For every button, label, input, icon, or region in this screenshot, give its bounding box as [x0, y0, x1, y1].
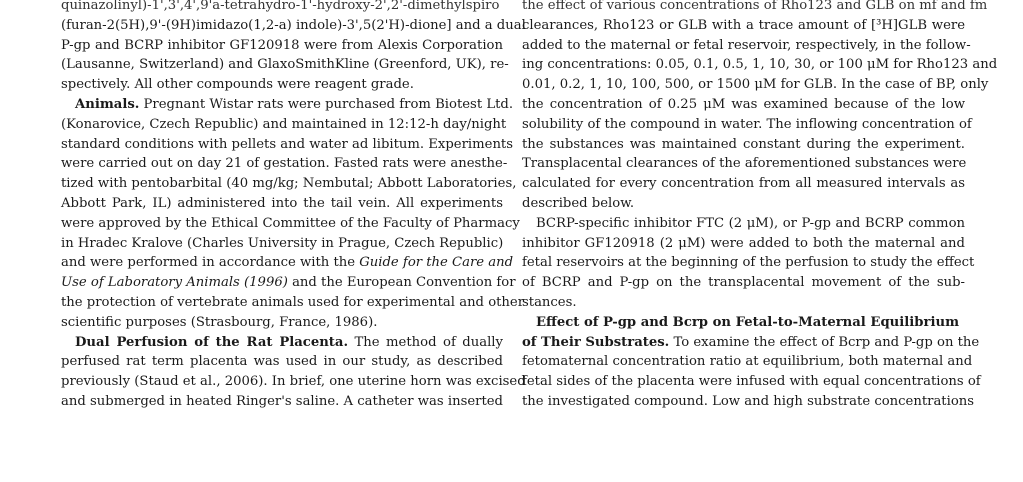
- line-text: solubility of the compound in water. The inflowing concentration of: [522, 116, 972, 132]
- text-line: [61, 154, 508, 174]
- line-text: 0.01, 0.2, 1, 10, 100, 500, or 1500 μM for GLB. In the case of BP, only: [522, 77, 989, 93]
- line-text: inhibitor GF120918 (2 μM) were added to both the maternal and: [522, 235, 965, 251]
- line-text: previously (Staud et al., 2006). In brief, one uterine horn was excised: [61, 374, 526, 390]
- text-line: [522, 0, 988, 16]
- text-line: [61, 392, 503, 412]
- line-text: described below.: [522, 195, 635, 211]
- text-line: [522, 16, 965, 36]
- text-line: [522, 293, 965, 313]
- section-heading: Effect of P-gp and Bcrp on Fetal-to-Maternal Equilibrium: [536, 314, 960, 330]
- text-line: [61, 372, 526, 392]
- line-text: fetal sides of the placenta were infused with equal concentrations of: [522, 374, 981, 390]
- text-line: [522, 115, 972, 135]
- line-text: Pregnant Wistar rats were purchased from Biotest Ltd.: [139, 96, 514, 112]
- line-text: in Hradec Kralove (Charles University in Prague, Czech Republic): [61, 235, 504, 251]
- text-line: [522, 214, 965, 234]
- text-line: [522, 95, 965, 115]
- line-text: standard conditions with pellets and water ad libitum. Experiments: [61, 136, 514, 152]
- line-text: perfused rat term placenta was used in our study, as described: [61, 354, 503, 370]
- line-text: the investigated compound. Low and high substrate concentrations: [522, 393, 975, 409]
- line-text: fetomaternal concentration ratio at equilibrium, both maternal and: [522, 354, 973, 370]
- left-column: [61, 0, 526, 412]
- line-text: the effect of various concentrations of Rho123 and GLB on mf and fm: [522, 0, 988, 13]
- text-line: [61, 352, 503, 372]
- section-heading: Animals.: [75, 96, 140, 112]
- line-text: The method of dually: [348, 334, 503, 350]
- text-line: [61, 273, 516, 293]
- line-text: clearances, Rho123 or GLB with a trace amount of [³H]GLB were: [522, 17, 965, 33]
- line-text: ing concentrations: 0.05, 0.1, 0.5, 1, 10, 30, or 100 μM for Rho123 and: [522, 57, 998, 73]
- section-heading: Dual Perfusion of the Rat Placenta.: [75, 334, 349, 350]
- text-line: [522, 273, 965, 293]
- text-line: [522, 174, 965, 194]
- text-line: [61, 174, 517, 194]
- text-line: [61, 115, 507, 135]
- text-line: [61, 194, 503, 214]
- text-line: [522, 75, 989, 95]
- line-text: BCRP-specific inhibitor FTC (2 μM), or P-gp and BCRP common: [536, 215, 965, 231]
- text-line: [61, 95, 514, 115]
- text-line: [61, 214, 520, 234]
- text-line: [522, 352, 973, 372]
- text-line: [61, 55, 509, 75]
- line-text: Abbott Park, IL) administered into the tail vein. All experiments: [61, 195, 503, 211]
- text-line: [522, 372, 981, 392]
- line-text: and the European Convention for: [287, 275, 516, 291]
- text-line: [61, 234, 503, 254]
- line-text: the substances was maintained constant during the experiment.: [522, 136, 965, 152]
- text-line: [522, 253, 975, 273]
- text-line: [61, 333, 503, 353]
- line-text: of BCRP and P-gp on the transplacental movement of the sub-: [522, 275, 965, 291]
- line-text: were approved by the Ethical Committee of the Faculty of Pharmacy: [61, 215, 520, 231]
- text-line: [522, 234, 965, 254]
- text-line: [522, 154, 965, 174]
- line-text: (Konarovice, Czech Republic) and maintained in 12:12-h day/night: [61, 116, 507, 132]
- text-line: [61, 253, 514, 273]
- line-text: Transplacental clearances of the aforementioned substances were: [522, 156, 967, 172]
- text-line: [522, 55, 998, 75]
- line-text: the concentration of 0.25 μM was examined because of the low: [522, 96, 965, 112]
- line-text: the protection of vertebrate animals used for experimental and other: [61, 294, 525, 310]
- line-text: and were performed in accordance with the: [61, 255, 360, 271]
- line-text: P-gp and BCRP inhibitor GF120918 were from Alexis Corporation: [61, 37, 503, 53]
- line-text: (furan-2(5H),9'-(9H)imidazo(1,2-a) indole)-3',5(2'H)-dione] and a dual: [61, 17, 526, 33]
- line-text: quinazolinyl)-1',3',4',9'a-tetrahydro-1'-hydroxy-2',2'-dimethylspiro: [61, 0, 500, 13]
- line-text: (Lausanne, Switzerland) and GlaxoSmithKline (Greenford, UK), re-: [61, 57, 509, 73]
- line-text: calculated for every concentration from all measured intervals as: [522, 176, 965, 192]
- text-line: [61, 36, 503, 56]
- text-line: [522, 194, 965, 214]
- line-text: scientific purposes (Strasbourg, France, 1986).: [61, 314, 378, 330]
- italic-citation: Guide for the Care and: [359, 255, 514, 271]
- line-text: tized with pentobarbital (40 mg/kg; Nembutal; Abbott Laboratories,: [61, 176, 517, 192]
- text-line: [522, 135, 965, 155]
- line-text: were carried out on day 21 of gestation. Fasted rats were anesthe-: [61, 156, 508, 172]
- line-text: spectively. All other compounds were reagent grade.: [61, 77, 414, 93]
- text-line: [522, 392, 975, 412]
- text-line: [61, 16, 526, 36]
- text-line: [522, 333, 980, 353]
- line-text: added to the maternal or fetal reservoir, respectively, in the follow-: [522, 37, 971, 53]
- text-line: [522, 36, 971, 56]
- section-heading: of Their Substrates.: [522, 334, 670, 350]
- line-text: stances.: [522, 294, 577, 310]
- right-column: [522, 0, 998, 412]
- line-text: fetal reservoirs at the beginning of the perfusion to study the effect: [522, 255, 975, 271]
- text-line: [61, 313, 503, 333]
- text-line: [61, 293, 525, 313]
- text-line: [61, 75, 503, 95]
- line-text: To examine the effect of Bcrp and P-gp on the: [669, 334, 980, 350]
- text-line: [522, 313, 965, 333]
- text-line: [61, 135, 514, 155]
- text-line: [61, 0, 503, 16]
- line-text: and submerged in heated Ringer's saline. A catheter was inserted: [61, 393, 503, 409]
- italic-citation: Use of Laboratory Animals (1996): [61, 275, 288, 291]
